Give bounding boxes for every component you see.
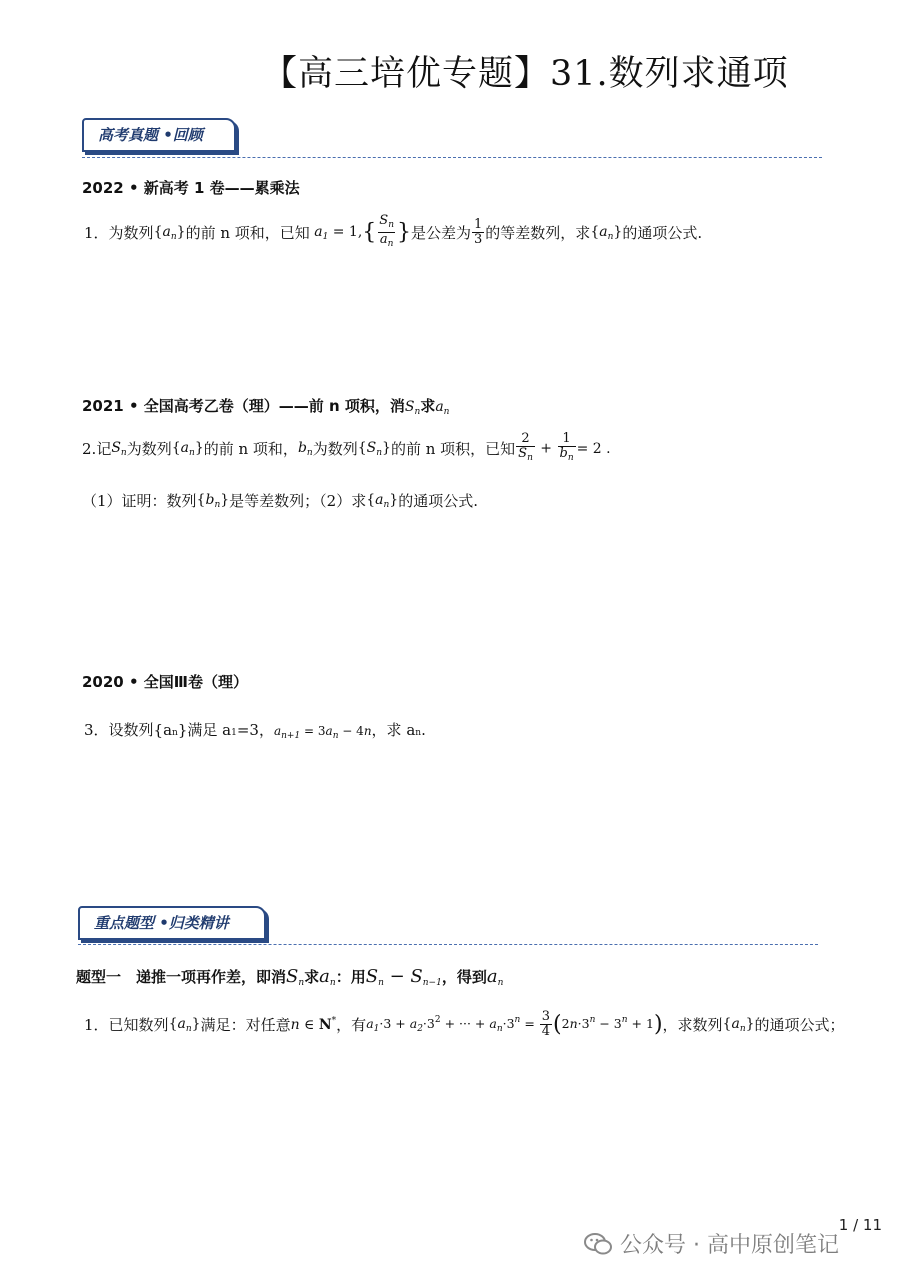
problem-2-text [82, 432, 611, 465]
text-segment: 是公差为 [411, 224, 472, 242]
math-sn-minus-sn1: $S_n - S_{n-1}$ [365, 966, 442, 988]
math-seq-sn-over-an: { $\frac{S_n}{a_n}$ } [362, 213, 411, 249]
text-segment: 的前 n 项积，已知 [390, 440, 516, 458]
text-segment: 的通项公式； [754, 1016, 845, 1034]
text-segment: ：用 [335, 968, 366, 986]
math-seq-an: $\{a_n\}$ [171, 439, 204, 458]
text-segment: =3， [236, 721, 274, 739]
section-tab-review [82, 118, 236, 152]
problem-heading-2021 [82, 395, 449, 417]
text-segment: 求 [420, 397, 436, 415]
wechat-icon [584, 1232, 612, 1256]
math-seq-an: $\{a_n\}$ [590, 223, 623, 242]
text-segment: }满足 a [177, 721, 232, 739]
page-title: 【高三培优专题】31.数列求通项 [262, 54, 789, 94]
problem-heading-2020: 2020 • 全国Ⅲ卷（理） [82, 673, 248, 691]
section-divider [78, 944, 818, 945]
text-segment: 为数列 [312, 440, 358, 458]
text-segment: 记 [96, 440, 112, 458]
question-number: 1． [84, 224, 109, 242]
problem-3-text: 3． 设数列{a $_n$ }满足 a $_1$ =3， $a_{n+1} = 3a_n - 4n$ ，求 a $_n$ . [84, 721, 426, 741]
math-equation-2-over-sn: $\frac{2}{S_n}$ + $\frac{1}{b_n}$ [518, 431, 574, 463]
text-segment: 2021 • 全国高考乙卷（理）——前 n 项积，消 [82, 397, 405, 415]
text-segment: 的通项公式. [622, 224, 703, 242]
watermark [584, 1228, 839, 1259]
text-segment: 的等差数列，求 [485, 224, 591, 242]
math-a1-eq-1: $a_1 = 1$, [309, 223, 363, 242]
math-an: $a_n$ [435, 399, 450, 417]
math-an: $a_n$ [486, 966, 504, 988]
math-bn: $b_n$ [297, 439, 313, 458]
type-1-problem-text [84, 1010, 845, 1039]
math-recurrence: $a_{n+1} = 3a_n - 4n$ [273, 724, 372, 741]
text-segment: 题型一 递推一项再作差，即消 [76, 968, 287, 986]
question-number: 2. [82, 439, 97, 458]
text-segment: 的前 n 项和， [203, 440, 298, 458]
text-segment: ，求数列 [662, 1016, 723, 1034]
text-segment: 的通项公式. [398, 492, 478, 510]
page-number: 1 / 11 [838, 1216, 882, 1234]
text-segment: 是等差数列；（2）求 [229, 492, 367, 510]
math-sn: $S_n$ [111, 439, 127, 458]
math-seq-an: $\{a_n\}$ [722, 1015, 755, 1034]
text-segment: 设数列{a [108, 721, 173, 739]
math-seq-an: $\{a_n\}$ [366, 491, 399, 510]
text-segment: 为数列 [108, 224, 154, 242]
math-seq-an: $\{a_n\}$ [153, 223, 186, 242]
section-tab-key-types [78, 906, 266, 940]
text-segment: 求 [304, 968, 320, 986]
problem-heading-2022: 2022 • 新高考 1 卷——累乘法 [82, 179, 300, 197]
math-seq-sn: $\{S_n\}$ [357, 439, 391, 458]
problem-1-text [84, 214, 702, 251]
math-sn: $S_n$ [286, 966, 305, 988]
text-segment: （1）证明：数列 [82, 492, 197, 510]
type-1-heading [76, 966, 503, 988]
text-segment: ，得到 [441, 968, 487, 986]
section-tab-label: 重点题型 •归类精讲 [94, 914, 229, 932]
watermark-text: 公众号 · 高中原创笔记 [620, 1233, 839, 1258]
text-segment: . [421, 721, 426, 739]
text-segment: ，求 a [371, 721, 416, 739]
math-seq-an: $\{a_n\}$ [168, 1015, 201, 1034]
text-segment: 已知数列 [108, 1016, 169, 1034]
text-segment: ，有 [336, 1016, 367, 1034]
math-seq-bn: $\{b_n\}$ [196, 491, 230, 510]
math-frac-one-third: $\frac{1}{3}$ [474, 217, 483, 247]
math-sum-equation: $a_1\cdot 3 + a_2\cdot 3^2$ + ··· + $a_n\cdot 3^n$ = $\frac{3}{4}$ $(2n\cdot 3^n - 3^n + 1)$ [366, 1009, 663, 1039]
text-segment: 的前 n 项和，已知 [185, 224, 310, 242]
section-divider [82, 157, 822, 158]
problem-2-subparts [82, 490, 478, 511]
section-tab-label: 高考真题 •回顾 [98, 126, 203, 144]
text-segment: 满足：对任意 [200, 1016, 291, 1034]
math-eq-two: = 2 . [576, 440, 611, 457]
math-an: $a_n$ [319, 966, 336, 988]
question-number: 1． [84, 1016, 109, 1034]
text-segment: 为数列 [126, 440, 172, 458]
math-n-in-nstar: n ∈ N* [290, 1016, 337, 1033]
math-sn: $S_n$ [404, 399, 421, 417]
question-number: 3． [84, 721, 109, 739]
